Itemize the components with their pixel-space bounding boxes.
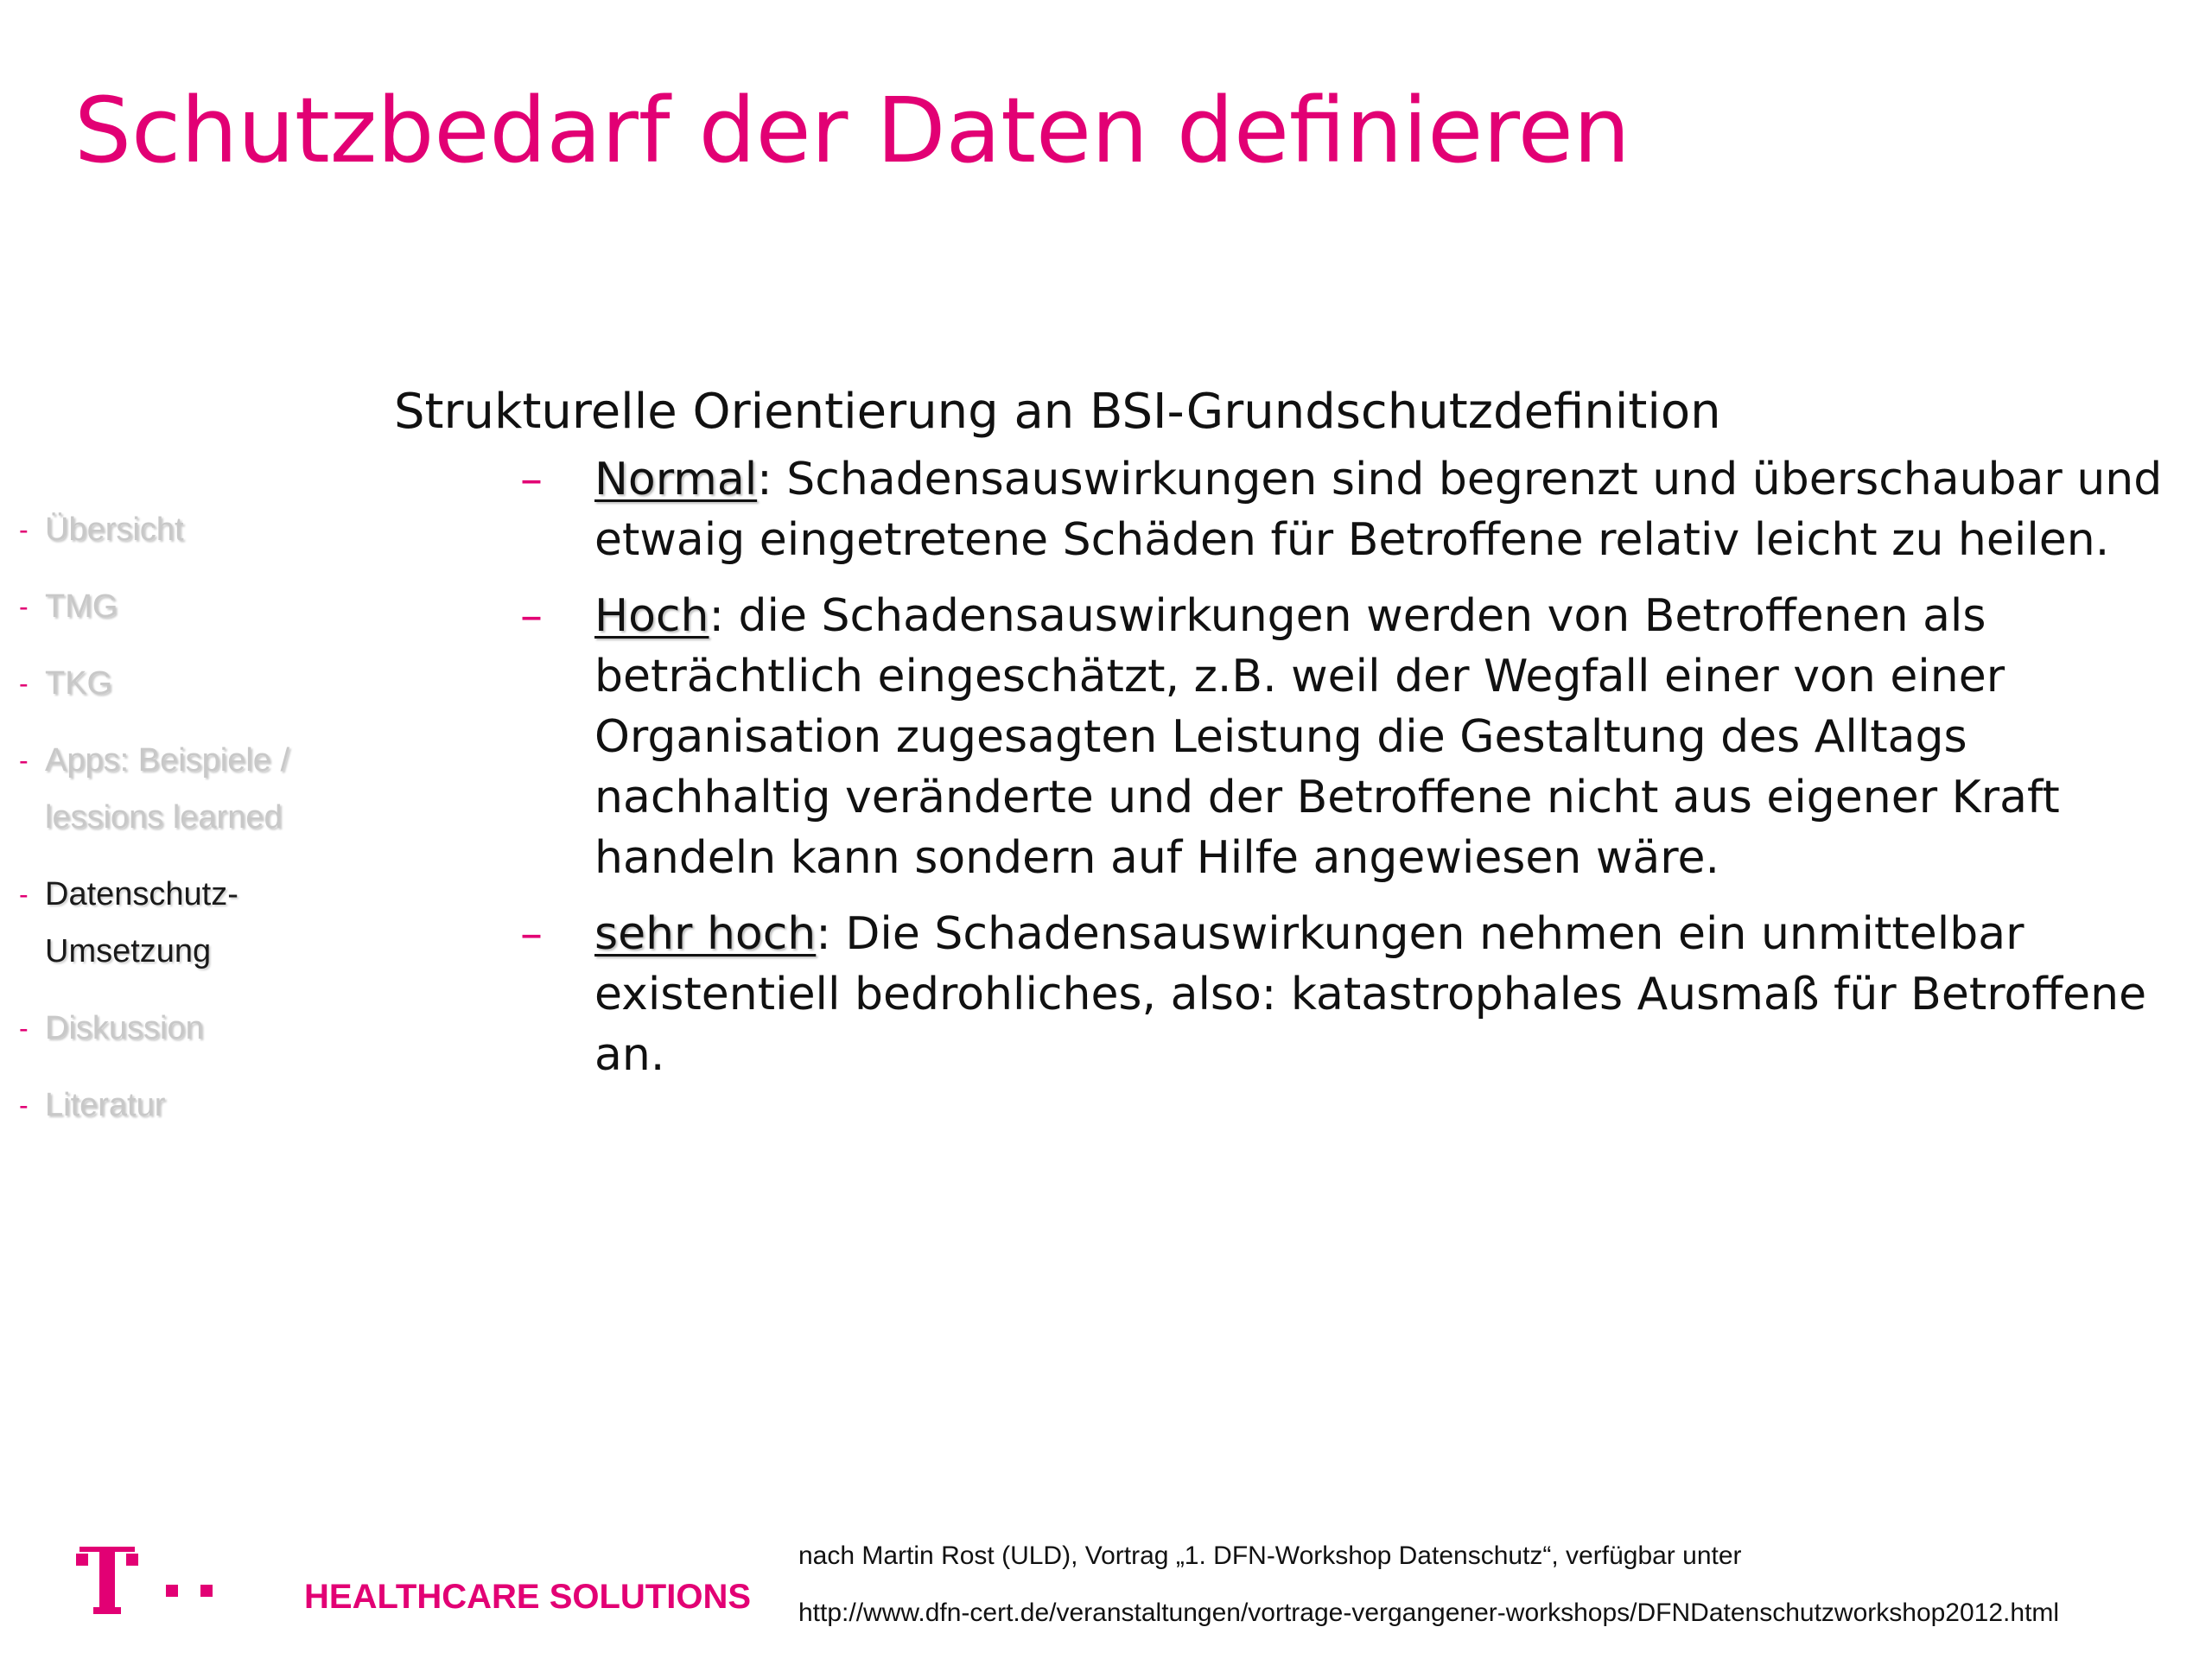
- term-separator: :: [709, 590, 739, 642]
- term-sehr-hoch: sehr hoch: [594, 908, 817, 960]
- source-citation: [798, 1528, 2059, 1642]
- nav-item-tmg[interactable]: [19, 578, 347, 635]
- nav-bullet: -: [19, 668, 29, 699]
- intro-heading: Strukturelle Orientierung an BSI-Grundschutzdefinition: [394, 384, 1721, 440]
- nav-item-label: TKG: [45, 665, 113, 702]
- nav-item-label: Diskussion: [45, 1010, 204, 1046]
- protection-level-list: [394, 449, 2174, 1085]
- definition-text: Schadensauswirkungen sind begrenzt und überschaubar und etwaig eingetretene Schäden für Betroffene relativ leicht zu heilen.: [594, 454, 2163, 566]
- nav-bullet: -: [19, 591, 29, 622]
- nav-item-datenschutz-umsetzung[interactable]: [19, 866, 347, 980]
- source-url[interactable]: http://www.dfn-cert.de/veranstaltungen/vortrage-vergangener-workshops/DFNDatenschutzworkshop2012.html: [798, 1599, 2060, 1627]
- term-hoch: Hoch: [594, 590, 709, 642]
- nav-item-label: Literatur: [45, 1087, 166, 1123]
- term-normal: Normal: [594, 454, 758, 505]
- nav-item-label: Übersicht: [45, 512, 184, 548]
- nav-item-label: lessions learned: [45, 799, 283, 836]
- main-content: [394, 380, 2174, 1101]
- nav-bullet: -: [19, 745, 29, 776]
- telekom-logo-icon: [76, 1547, 232, 1624]
- bullet-dash: –: [520, 590, 543, 642]
- bullet-dash: –: [520, 908, 543, 960]
- nav-item-diskussion[interactable]: [19, 1000, 347, 1057]
- nav-item-label: Umsetzung: [45, 933, 212, 969]
- list-item-sehr-hoch: [394, 904, 2174, 1085]
- term-separator: :: [757, 454, 787, 505]
- nav-item-apps[interactable]: [19, 732, 347, 846]
- list-item-normal: [394, 449, 2174, 570]
- nav-item-tkg[interactable]: [19, 655, 347, 712]
- bullet-dash: –: [520, 454, 543, 505]
- nav-bullet: -: [19, 1013, 29, 1044]
- nav-item-literatur[interactable]: [19, 1077, 347, 1134]
- list-item-hoch: [394, 586, 2174, 888]
- nav-item-uebersicht[interactable]: [19, 501, 347, 558]
- page-title: Schutzbedarf der Daten definieren: [74, 78, 1630, 183]
- definition-text: Die Schadensauswirkungen nehmen ein unmittelbar existentiell bedrohliches, also: katastrophales Ausmaß für Betroffene an.: [594, 908, 2147, 1081]
- nav-item-label: TMG: [45, 588, 118, 625]
- definition-text: die Schadensauswirkungen werden von Betroffenen als beträchtlich eingeschätzt, z.B. weil der Wegfall einer von einer Organisation zugesagten Leistung die Gestaltung des Alltags nachhaltig veränderte und der Betroffene nicht aus eigener Kraft handeln kann sondern auf Hilfe angewiesen wäre.: [594, 590, 2060, 884]
- nav-bullet: -: [19, 1090, 29, 1121]
- nav-item-label: Apps: Beispiele /: [45, 742, 290, 779]
- brand-name: HEALTHCARE SOLUTIONS: [304, 1578, 752, 1616]
- nav-bullet: -: [19, 879, 29, 910]
- nav-item-label: Datenschutz-: [45, 876, 238, 912]
- section-navigation: [19, 501, 347, 1154]
- term-separator: :: [816, 908, 846, 960]
- nav-bullet: -: [19, 514, 29, 545]
- source-line: nach Martin Rost (ULD), Vortrag „1. DFN-Workshop Datenschutz“, verfügbar unter: [798, 1541, 1742, 1570]
